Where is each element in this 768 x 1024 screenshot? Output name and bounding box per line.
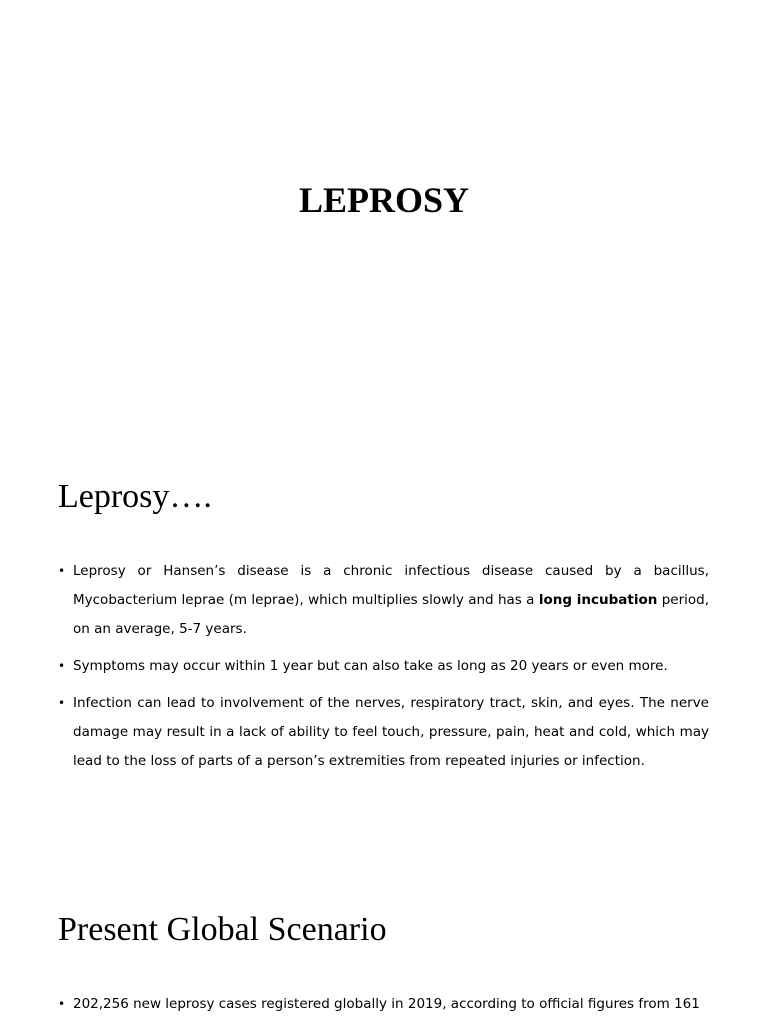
bullet-item	[58, 652, 709, 681]
section-heading-global-scenario: Present Global Scenario	[58, 911, 387, 948]
bullet-item	[58, 689, 709, 776]
bullet-text: 202,256 new leprosy cases registered globally in 2019, according to official figures from 161	[73, 996, 700, 1012]
bullet-text-part: Leprosy or Hansen’s disease is a chronic infectious disease caused by a bacillus, Mycobacterium leprae (m leprae), which multiplies slowly and has a	[73, 563, 709, 608]
bullet-dot-icon: •	[58, 997, 66, 1011]
bullet-item	[58, 990, 709, 1019]
global-scenario-bullet-list	[58, 990, 709, 1024]
bullet-text-part: period, on an average, 5-7 years.	[73, 592, 709, 637]
bullet-text-bold: long incubation	[538, 592, 658, 608]
bullet-dot-icon: •	[58, 564, 66, 578]
bullet-item	[58, 557, 709, 644]
bullet-dot-icon: •	[58, 696, 66, 710]
bullet-text	[73, 563, 709, 637]
section-heading-leprosy: Leprosy….	[58, 478, 212, 515]
document-title: LEPROSY	[298, 180, 470, 220]
leprosy-bullet-list	[58, 557, 709, 784]
bullet-text: Infection can lead to involvement of the nerves, respiratory tract, skin, and eyes. The nerve damage may result in a lack of ability to feel touch, pressure, pain, heat and cold, which may lead to the loss of parts of a person’s extremities from repeated injuries or infection.	[73, 695, 709, 769]
bullet-dot-icon: •	[58, 659, 66, 673]
bullet-text: Symptoms may occur within 1 year but can also take as long as 20 years or even more.	[73, 658, 668, 674]
